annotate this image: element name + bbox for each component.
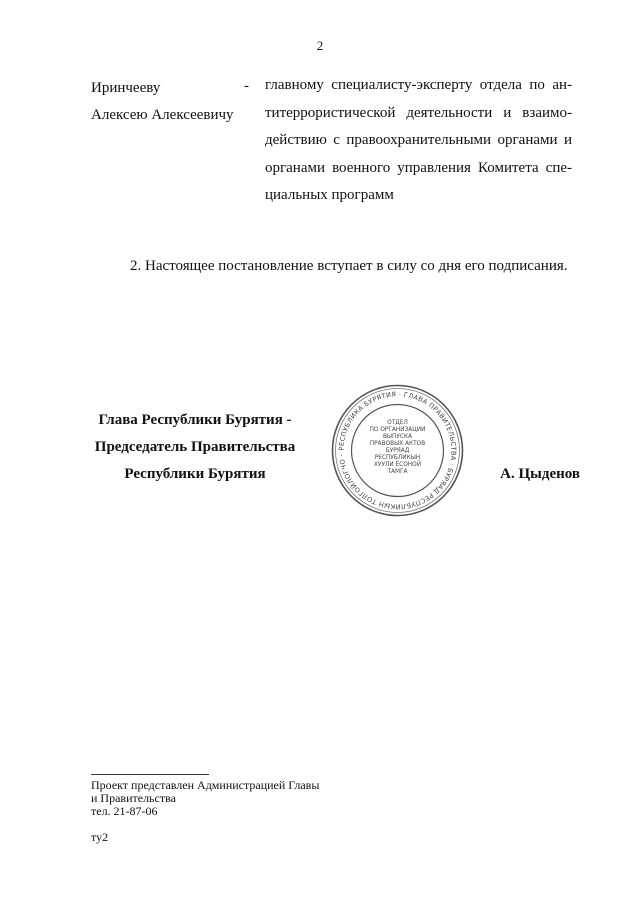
signatory-title-line: Республики Бурятия (124, 466, 266, 482)
document-code: ту2 (91, 830, 109, 844)
position-line: действию с правоохранительными органами и (265, 132, 572, 148)
appointee-position (265, 72, 572, 210)
seal-text: ХУУЛИ ЁСОНОЙ (373, 462, 422, 468)
position-line: циальных программ (265, 187, 394, 203)
footnote-line: Проект представлен Администрацией Главы (91, 778, 320, 792)
seal-text: РЕСПУБЛИКЫН (374, 455, 421, 461)
signatory-title-line: Председатель Правительства (94, 439, 296, 455)
appointee-dash: - (244, 78, 249, 94)
page-number: 2 (316, 38, 324, 53)
seal-text: ПО ОРГАНИЗАЦИИ (369, 427, 426, 433)
seal-ring-text: РЕСПУБЛИКА БУРЯТИЯ · ГЛАВА ПРАВИТЕЛЬСТВА · БУРЯАД РЕСПУБЛИКЫН ТОЛГОЙЛОГЧО · (337, 390, 458, 511)
position-line: титеррористической деятельности и взаимо- (265, 104, 572, 121)
effective-date-paragraph: 2. Настоящее постановление вступает в силу со дня его подписания. (130, 258, 568, 274)
seal-text: БУРЯАД (385, 448, 410, 454)
seal-text: ВЫПУСКА (382, 434, 413, 440)
footnote-divider (91, 774, 209, 775)
footnote-line: тел. 21-87-06 (91, 804, 158, 818)
position-line: органами военного управления Комитета спе- (265, 159, 572, 176)
position-line: главному специалисту-эксперту отдела по ан- (265, 77, 572, 93)
signatory-name: А. Цыденов (500, 466, 580, 482)
appointee-given-names: Алексею Алексеевичу (91, 107, 234, 123)
seal-text: ПРАВОВЫХ АКТОВ (369, 441, 426, 447)
official-seal (330, 383, 465, 518)
seal-text: ОТДЕЛ (387, 420, 408, 426)
seal-text: ТАМГА (387, 469, 408, 475)
signatory-title-line: Глава Республики Бурятия - (98, 412, 292, 428)
footnote-line: и Правительства (91, 791, 176, 805)
appointee-surname: Иринчееву (91, 80, 161, 96)
